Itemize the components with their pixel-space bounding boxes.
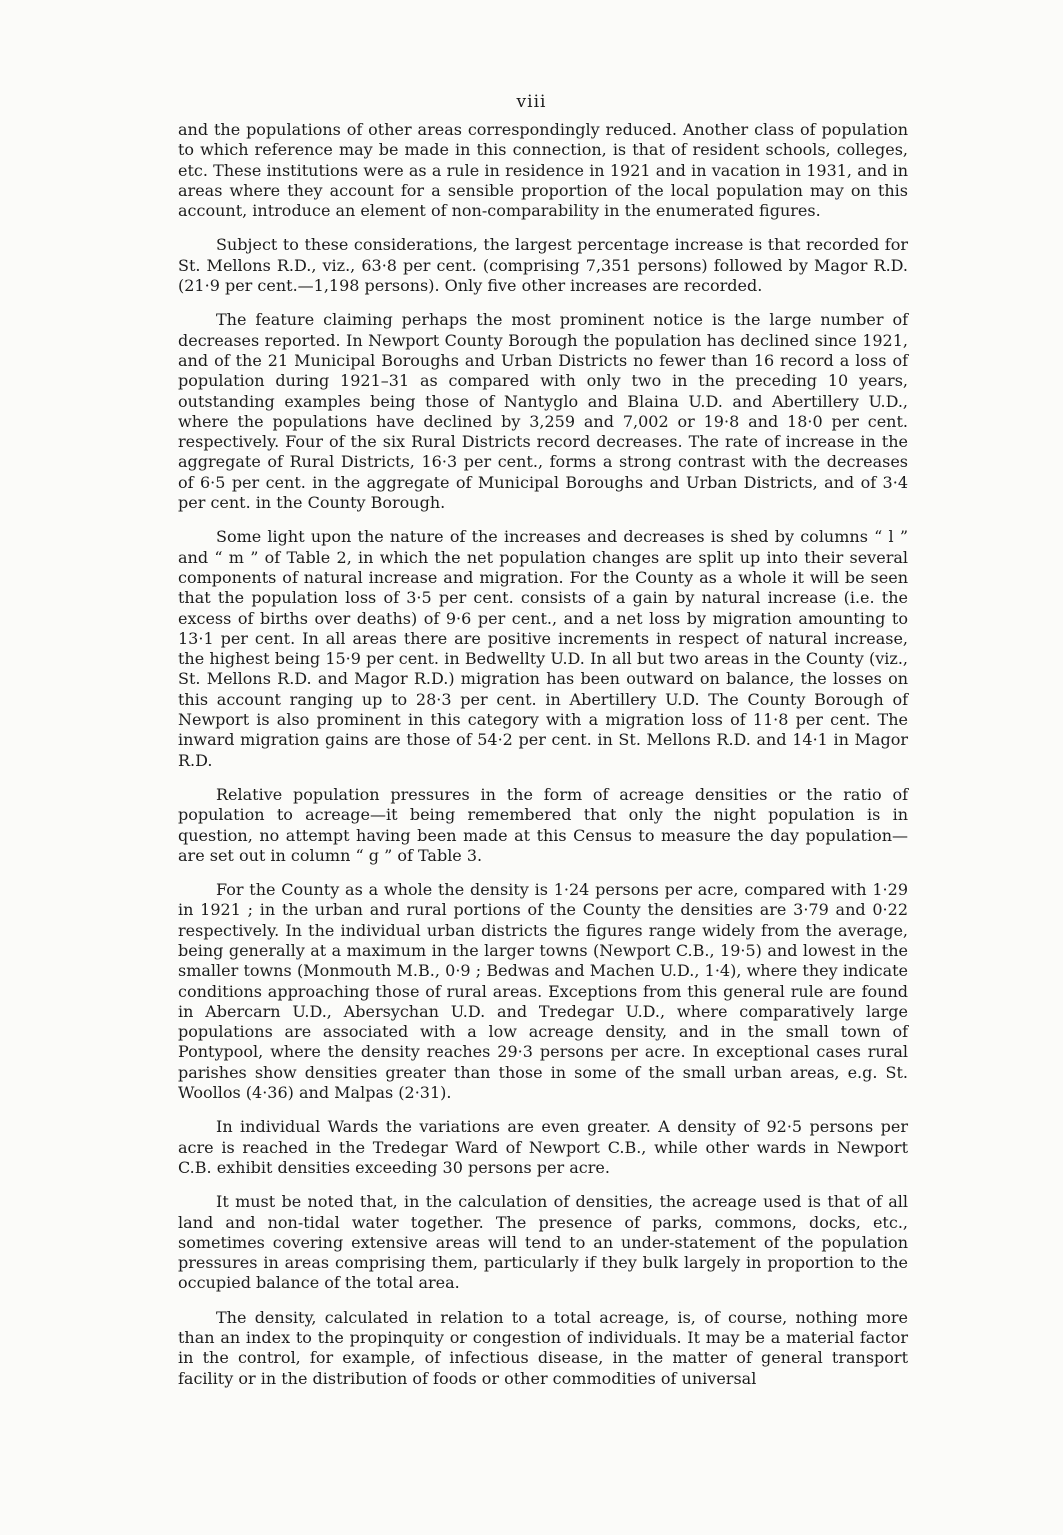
- paragraph-natural-increase-migration: Some light upon the nature of the increases and decreases is shed by columns “ l ” and “ m ” of Table 2, in which the net population changes are split up into their several components of natural increase and migration. For the County as a whole it will be seen that the population loss of 3·5 per cent. consists of a gain by natural increase (i.e. the excess of births over deaths) of 9·6 per cent., and a net loss by migration amounting to 13·1 per cent. In all areas there are positive increments in respect of natural increase, the highest being 15·9 per cent. in Bedwellty U.D. In all but two areas in the County (viz., St. Mellons R.D. and Magor R.D.) migration has been outward on balance, the losses on this account ranging up to 28·3 per cent. in Abertillery U.D. The County Borough of Newport is also prominent in this category with a migration loss of 11·8 per cent. The inward migration gains are those of 54·2 per cent. in St. Mellons R.D. and 14·1 in Magor R.D.: [178, 527, 908, 770]
- body-text: [178, 120, 908, 1389]
- paragraph-density-index: The density, calculated in relation to a total acreage, is, of course, nothing more than an index to the propinquity or congestion of individuals. It may be a material factor in the control, for example, of infectious disease, in the matter of general transport facility or in the distribution of foods or other commodities of universal: [178, 1307, 908, 1388]
- paragraph-county-density: For the County as a whole the density is 1·24 persons per acre, compared with 1·29 in 1921 ; in the urban and rural portions of the County the densities are 3·79 and 0·22 respectively. In the individual urban districts the figures range widely from the average, being generally at a maximum in the larger towns (Newport C.B., 19·5) and lowest in the smaller towns (Monmouth M.B., 0·9 ; Bedwas and Machen U.D., 1·4), where they indicate conditions approaching those of rural areas. Exceptions from this general rule are found in Abercarn U.D., Abersychan U.D. and Tredegar U.D., where comparatively large populations are associated with a low acreage density, and in the small town of Pontypool, where the density reaches 29·3 persons per acre. In exceptional cases rural parishes show densities greater than those in some of the small urban areas, e.g. St. Woollos (4·36) and Malpas (2·31).: [178, 880, 908, 1103]
- paragraph-decreases: The feature claiming perhaps the most prominent notice is the large number of decreases reported. In Newport County Borough the population has declined since 1921, and of the 21 Municipal Boroughs and Urban Districts no fewer than 16 record a loss of population during 1921–31 as compared with only two in the preceding 10 years, outstanding examples being those of Nantyglo and Blaina U.D. and Abertillery U.D., where the populations have declined by 3,259 and 7,002 or 19·8 and 18·0 per cent. respectively. Four of the six Rural Districts record decreases. The rate of increase in the aggregate of Rural Districts, 16·3 per cent., forms a strong contrast with the decreases of 6·5 per cent. in the aggregate of Municipal Boroughs and Urban Districts, and of 3·4 per cent. in the County Borough.: [178, 310, 908, 513]
- paragraph-ward-density: In individual Wards the variations are even greater. A density of 92·5 persons per acre is reached in the Tredegar Ward of Newport C.B., while other wards in Newport C.B. exhibit densities exceeding 30 persons per acre.: [178, 1117, 908, 1177]
- paragraph-acreage-note: It must be noted that, in the calculation of densities, the acreage used is that of all land and non-tidal water together. The presence of parks, commons, docks, etc., sometimes covering extensive areas will tend to an under-statement of the population pressures in areas comprising them, particularly if they bulk largely in proportion to the occupied balance of the total area.: [178, 1192, 908, 1293]
- paragraph-largest-increase: Subject to these considerations, the largest percentage increase is that recorded for St. Mellons R.D., viz., 63·8 per cent. (comprising 7,351 persons) followed by Magor R.D. (21·9 per cent.—1,198 persons). Only five other increases are recorded.: [178, 235, 908, 296]
- paragraph-institutions: and the populations of other areas correspondingly reduced. Another class of population to which reference may be made in this connection, is that of resident schools, colleges, etc. These institutions were as a rule in residence in 1921 and in vacation in 1931, and in areas where they account for a sensible proportion of the local population may on this account, introduce an element of non-comparability in the enumerated figures.: [178, 120, 908, 221]
- page-number: viii: [516, 92, 547, 112]
- paragraph-population-pressures: Relative population pressures in the form of acreage densities or the ratio of population to acreage—it being remembered that only the night population is in question, no attempt having been made at this Census to measure the day population—are set out in column “ g ” of Table 3.: [178, 784, 908, 865]
